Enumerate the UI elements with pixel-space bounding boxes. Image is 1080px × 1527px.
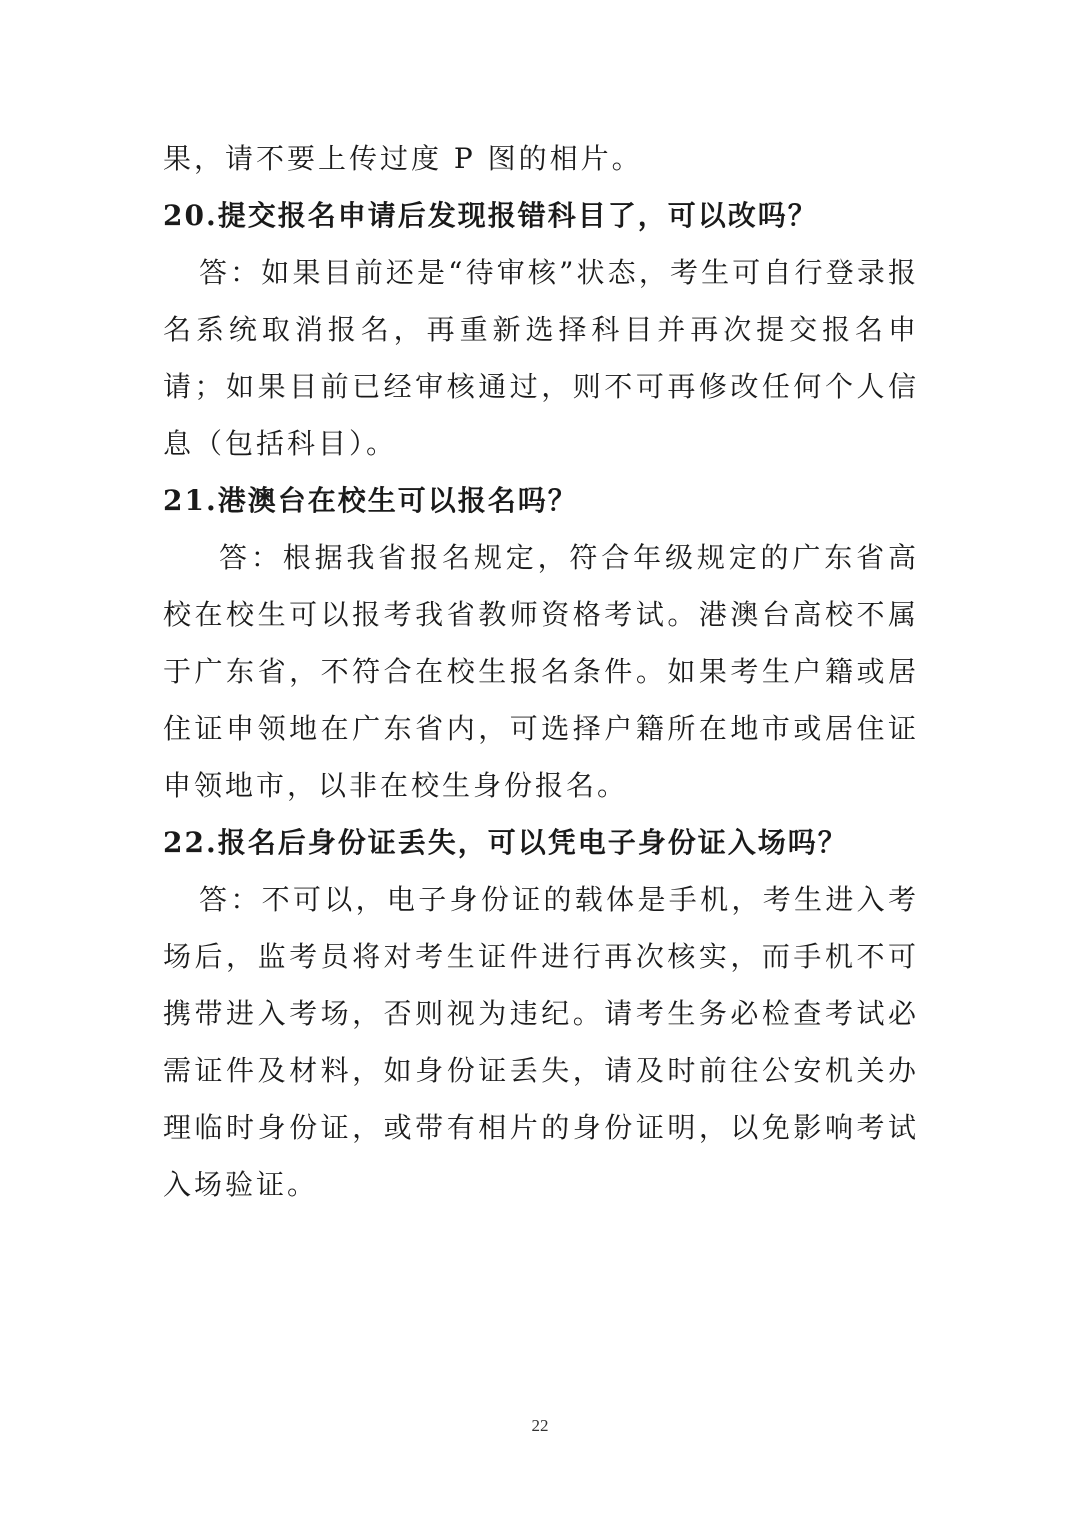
answer-21-paragraph: 答：根据我省报名规定，符合年级规定的广东省高校在校生可以报考我省教师资格考试。港澳台高校不属于广东省，不符合在校生报名条件。如果考生户籍或居住证申领地在广东省内，可选择户籍所在地市或居住证申领地市，以非在校生身份报名。: [163, 541, 919, 802]
question-22-heading: 22.报名后身份证丢失，可以凭电子身份证入场吗？: [163, 826, 848, 859]
continuation-paragraph: 果，请不要上传过度 P 图的相片。: [163, 142, 643, 175]
question-21-heading: 21.港澳台在校生可以报名吗？: [163, 484, 578, 517]
page-content: [163, 130, 919, 1213]
answer-22-paragraph: 答：不可以，电子身份证的载体是手机，考生进入考场后，监考员将对考生证件进行再次核实，而手机不可携带进入考场，否则视为违纪。请考生务必检查考试必需证件及材料，如身份证丢失，请及时前往公安机关办理临时身份证，或带有相片的身份证明，以免影响考试入场验证。: [163, 883, 919, 1201]
question-20-heading: 20.提交报名申请后发现报错科目了，可以改吗？: [163, 199, 818, 232]
answer-20-paragraph: 答：如果目前还是“待审核”状态，考生可自行登录报名系统取消报名，再重新选择科目并再次提交报名申请；如果目前已经审核通过，则不可再修改任何个人信息（包括科目）。: [163, 256, 919, 460]
page-number: 22: [531, 1416, 549, 1435]
